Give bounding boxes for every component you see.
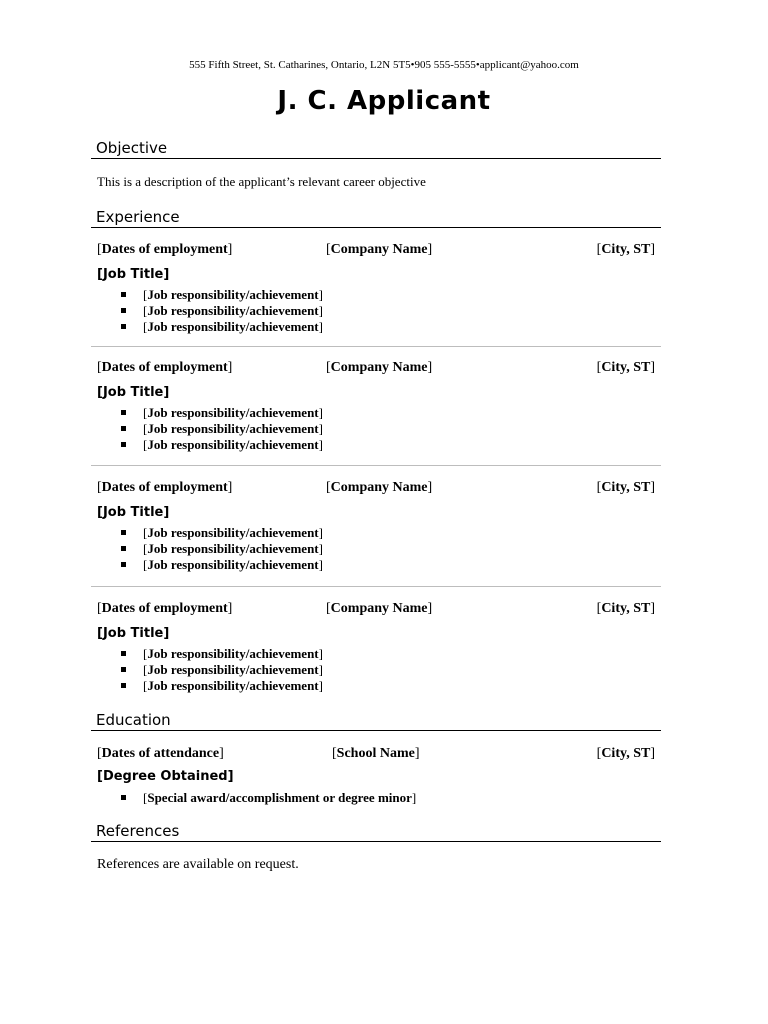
experience-entry-header: [91, 360, 661, 376]
bullet-square-icon: [121, 426, 126, 431]
responsibility-list: [117, 525, 323, 573]
education-heading: [91, 706, 661, 731]
bullet-square-icon: [121, 410, 126, 415]
objective-heading: [91, 134, 661, 159]
education-entry: [91, 746, 661, 816]
applicant-name: J. C. Applicant: [277, 86, 491, 116]
experience-entry-header: [91, 242, 661, 258]
job-location: [City, ST]: [596, 360, 655, 375]
employment-dates: [Dates of employment]: [97, 480, 233, 495]
experience-entry: [91, 480, 661, 587]
list-item: [Job responsibility/achievement]: [117, 525, 323, 541]
experience-heading: [91, 203, 661, 228]
bullet-square-icon: [121, 324, 126, 329]
bullet-square-icon: [121, 292, 126, 297]
list-item: [Job responsibility/achievement]: [117, 646, 323, 662]
list-item: [Job responsibility/achievement]: [117, 421, 323, 437]
bullet-square-icon: [121, 562, 126, 567]
bullet-square-icon: [121, 683, 126, 688]
list-item: [Job responsibility/achievement]: [117, 541, 323, 557]
experience-entry: [91, 242, 661, 347]
education-entry-header: [91, 746, 661, 762]
degree-obtained: [Degree Obtained]: [97, 769, 234, 784]
bullet-square-icon: [121, 442, 126, 447]
references-heading-label: References: [96, 822, 180, 840]
experience-entry-header: [91, 480, 661, 496]
references-heading: [91, 817, 661, 842]
education-list: [117, 790, 416, 806]
list-item: [Job responsibility/achievement]: [117, 662, 323, 678]
bullet-square-icon: [121, 530, 126, 535]
company-name: [Company Name]: [326, 360, 433, 375]
experience-entry: [91, 601, 661, 701]
job-title: [Job Title]: [97, 267, 170, 282]
experience-heading-label: Experience: [96, 208, 180, 226]
list-item: [Job responsibility/achievement]: [117, 303, 323, 319]
bullet-square-icon: [121, 546, 126, 551]
attendance-dates: [Dates of attendance]: [97, 746, 224, 761]
list-item: [Job responsibility/achievement]: [117, 437, 323, 453]
employment-dates: [Dates of employment]: [97, 360, 233, 375]
job-title: [Job Title]: [97, 505, 170, 520]
employment-dates: [Dates of employment]: [97, 601, 233, 616]
job-location: [City, ST]: [596, 480, 655, 495]
objective-heading-label: Objective: [96, 139, 168, 157]
references-text: References are available on request.: [97, 857, 299, 872]
job-title: [Job Title]: [97, 385, 170, 400]
bullet-square-icon: [121, 308, 126, 313]
contact-line: 555 Fifth Street, St. Catharines, Ontario, L2N 5T5•905 555-5555•applicant@yahoo.com: [189, 59, 579, 71]
experience-entry: [91, 360, 661, 466]
list-item: [Job responsibility/achievement]: [117, 319, 323, 335]
company-name: [Company Name]: [326, 480, 433, 495]
bullet-square-icon: [121, 795, 126, 800]
list-item: [Special award/accomplishment or degree minor]: [117, 790, 416, 806]
list-item: [Job responsibility/achievement]: [117, 678, 323, 694]
bullet-square-icon: [121, 667, 126, 672]
experience-entry-header: [91, 601, 661, 617]
company-name: [Company Name]: [326, 601, 433, 616]
job-location: [City, ST]: [596, 601, 655, 616]
list-item: [Job responsibility/achievement]: [117, 287, 323, 303]
school-name: [School Name]: [332, 746, 420, 761]
job-title: [Job Title]: [97, 626, 170, 641]
school-location: [City, ST]: [596, 746, 655, 761]
bullet-square-icon: [121, 651, 126, 656]
responsibility-list: [117, 287, 323, 335]
responsibility-list: [117, 646, 323, 694]
education-heading-label: Education: [96, 711, 171, 729]
list-item: [Job responsibility/achievement]: [117, 557, 323, 573]
employment-dates: [Dates of employment]: [97, 242, 233, 257]
job-location: [City, ST]: [596, 242, 655, 257]
objective-text: This is a description of the applicant’s relevant career objective: [97, 174, 426, 189]
responsibility-list: [117, 405, 323, 453]
company-name: [Company Name]: [326, 242, 433, 257]
list-item: [Job responsibility/achievement]: [117, 405, 323, 421]
